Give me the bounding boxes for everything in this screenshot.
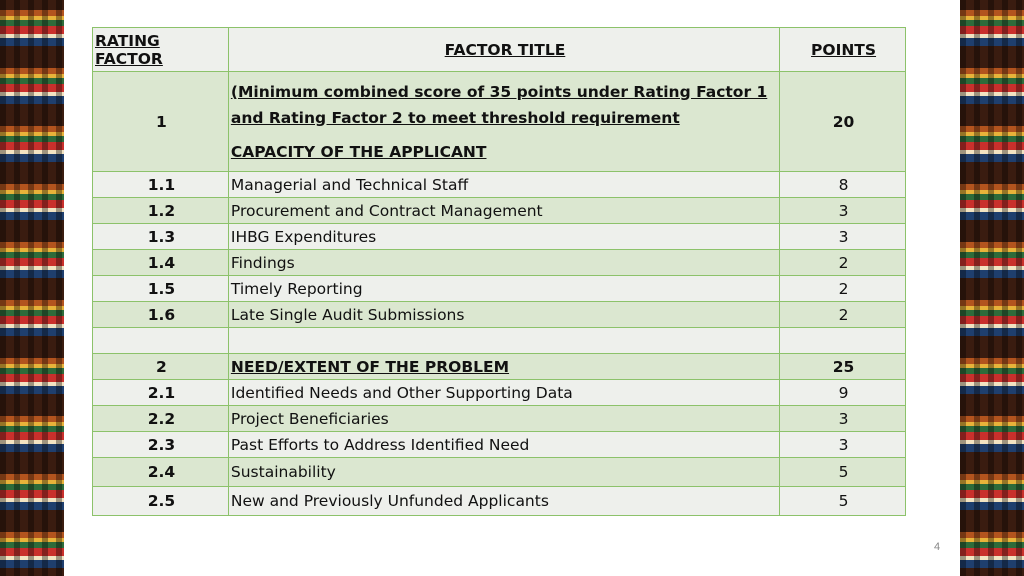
row-points: 2 — [780, 302, 906, 328]
row-title: Procurement and Contract Management — [228, 198, 779, 224]
spacer-cell — [780, 328, 906, 354]
row-title: IHBG Expenditures — [228, 224, 779, 250]
row-points: 9 — [780, 380, 906, 406]
table-row — [93, 302, 906, 328]
spacer-cell — [93, 328, 229, 354]
row-factor: 2.2 — [93, 406, 229, 432]
factor-1-title-cell — [228, 72, 779, 172]
row-points: 3 — [780, 224, 906, 250]
row-points: 3 — [780, 406, 906, 432]
row-factor: 1.6 — [93, 302, 229, 328]
table-row — [93, 458, 906, 487]
table-row — [93, 432, 906, 458]
factor-2-points: 25 — [780, 354, 906, 380]
row-title: Findings — [228, 250, 779, 276]
rating-factors-table — [92, 27, 906, 516]
row-factor: 2.4 — [93, 458, 229, 487]
table-header-row — [93, 28, 906, 72]
row-points: 5 — [780, 458, 906, 487]
row-factor: 1.3 — [93, 224, 229, 250]
row-title: Timely Reporting — [228, 276, 779, 302]
table-row — [93, 406, 906, 432]
table-row — [93, 487, 906, 516]
factor-1-note: (Minimum combined score of 35 points under Rating Factor 1 and Rating Factor 2 to meet threshold requirement — [230, 82, 768, 127]
factor-1-number: 1 — [93, 72, 229, 172]
left-textile-border — [0, 0, 64, 576]
header-points: POINTS — [780, 28, 906, 72]
table-row — [93, 172, 906, 198]
row-factor: 2.5 — [93, 487, 229, 516]
factor-1-row — [93, 72, 906, 172]
row-title: Past Efforts to Address Identified Need — [228, 432, 779, 458]
header-rating-factor: RATING FACTOR — [93, 28, 229, 72]
row-points: 3 — [780, 432, 906, 458]
row-title: Identified Needs and Other Supporting Data — [228, 380, 779, 406]
table-row — [93, 250, 906, 276]
factor-1-title: CAPACITY OF THE APPLICANT — [230, 142, 487, 161]
spacer-cell — [228, 328, 779, 354]
row-factor: 2.3 — [93, 432, 229, 458]
table-spacer-row — [93, 328, 906, 354]
row-points: 2 — [780, 276, 906, 302]
right-textile-border — [960, 0, 1024, 576]
table-row — [93, 276, 906, 302]
row-title: Project Beneficiaries — [228, 406, 779, 432]
row-points: 5 — [780, 487, 906, 516]
row-title: Late Single Audit Submissions — [228, 302, 779, 328]
row-title: Sustainability — [228, 458, 779, 487]
row-factor: 1.5 — [93, 276, 229, 302]
row-factor: 2.1 — [93, 380, 229, 406]
row-points: 8 — [780, 172, 906, 198]
factor-1-points: 20 — [780, 72, 906, 172]
row-title: Managerial and Technical Staff — [228, 172, 779, 198]
page-number: 4 — [934, 541, 941, 553]
header-factor-title: FACTOR TITLE — [228, 28, 779, 72]
factor-2-row — [93, 354, 906, 380]
table-row — [93, 198, 906, 224]
row-title: New and Previously Unfunded Applicants — [228, 487, 779, 516]
row-points: 2 — [780, 250, 906, 276]
row-factor: 1.4 — [93, 250, 229, 276]
factor-2-title: NEED/EXTENT OF THE PROBLEM — [228, 354, 779, 380]
row-factor: 1.1 — [93, 172, 229, 198]
row-points: 3 — [780, 198, 906, 224]
factor-2-number: 2 — [93, 354, 229, 380]
row-factor: 1.2 — [93, 198, 229, 224]
table-row — [93, 380, 906, 406]
table-row — [93, 224, 906, 250]
